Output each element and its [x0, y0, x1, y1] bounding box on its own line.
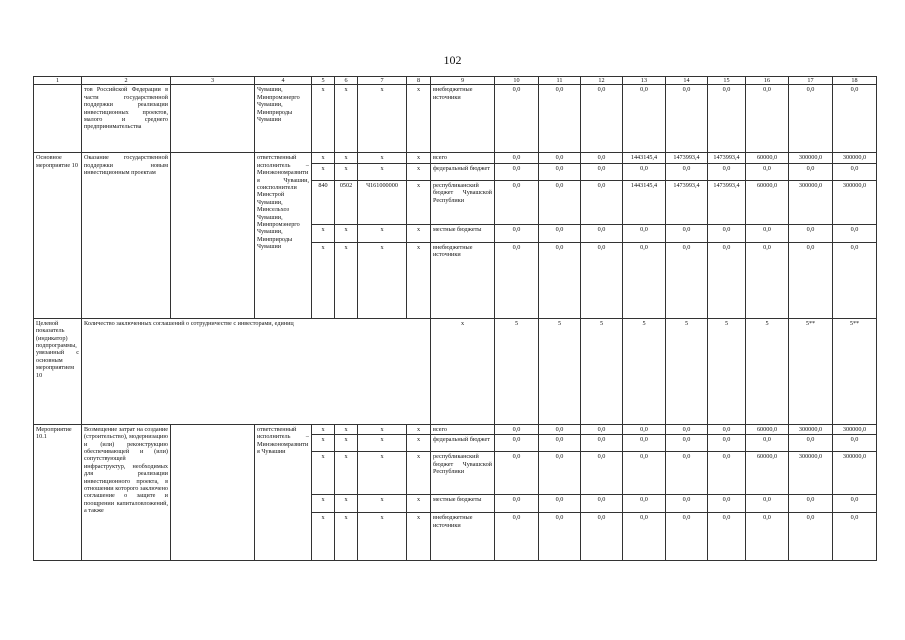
amount-cell: 0,0 — [581, 85, 623, 153]
amount-cell: 0,0 — [495, 153, 539, 163]
column-number-header: 18 — [833, 77, 877, 85]
column-number-header: 14 — [666, 77, 708, 85]
funding-source-cell: республиканский бюджет Чувашской Республики — [431, 180, 495, 224]
table-row — [34, 153, 877, 163]
amount-cell: 300000,0 — [833, 153, 877, 163]
amount-cell: 0,0 — [495, 435, 539, 452]
target-article-cell: Ч161000000 — [358, 180, 407, 224]
amount-cell: 0,0 — [666, 85, 708, 153]
grbs-code-cell: x — [312, 85, 335, 153]
amount-cell: 0,0 — [708, 513, 746, 561]
column-number-header: 10 — [495, 77, 539, 85]
grbs-code-cell: x — [312, 163, 335, 180]
amount-cell: 0,0 — [666, 513, 708, 561]
page-number: 102 — [443, 53, 462, 67]
funding-source-cell: внебюджетные источники — [431, 513, 495, 561]
amount-cell: 0,0 — [623, 513, 666, 561]
amount-cell: 0,0 — [539, 452, 581, 495]
amount-cell: 0,0 — [708, 163, 746, 180]
indicator-value-cell: 5 — [746, 318, 789, 424]
amount-cell: 0,0 — [539, 163, 581, 180]
amount-cell: 0,0 — [666, 495, 708, 513]
event-description-cell: Возмещение затрат на создание (строительство), модернизацию и (или) реконструкцию обеспечивающей и (или) сопутствующей инфраструктур, необходимых для реализации инвестиционного проекта, в отношении которого заключено соглашение о защите и поощрении капиталовложений, а также — [82, 424, 171, 560]
amount-cell: 0,0 — [746, 85, 789, 153]
amount-cell: 0,0 — [789, 242, 833, 318]
funding-source-cell: местные бюджеты — [431, 495, 495, 513]
event-name-cell: Основное мероприятие 10 — [34, 153, 82, 318]
amount-cell: 0,0 — [623, 495, 666, 513]
grbs-code-cell: x — [312, 513, 335, 561]
column-number-header: 13 — [623, 77, 666, 85]
funding-source-cell: внебюджетные источники — [431, 85, 495, 153]
section-code-cell: x — [335, 163, 358, 180]
amount-cell: 0,0 — [833, 242, 877, 318]
amount-cell: 0,0 — [746, 513, 789, 561]
amount-cell: 0,0 — [581, 424, 623, 434]
indicator-value-cell: 5 — [666, 318, 708, 424]
indicator-value-cell: 5 — [581, 318, 623, 424]
target-article-cell: x — [358, 435, 407, 452]
indicator-value-cell: 5** — [833, 318, 877, 424]
expense-group-cell: x — [407, 224, 431, 242]
column-number-row — [34, 77, 877, 85]
amount-cell: 0,0 — [623, 85, 666, 153]
event-name-cell — [34, 85, 82, 153]
amount-cell: 0,0 — [708, 224, 746, 242]
empty-cell — [171, 85, 255, 153]
amount-cell: 0,0 — [495, 163, 539, 180]
indicator-mark-cell: x — [431, 318, 495, 424]
amount-cell: 0,0 — [746, 163, 789, 180]
amount-cell: 0,0 — [789, 513, 833, 561]
column-number-header: 11 — [539, 77, 581, 85]
target-article-cell: x — [358, 242, 407, 318]
column-number-header: 17 — [789, 77, 833, 85]
amount-cell: 0,0 — [581, 163, 623, 180]
amount-cell: 0,0 — [789, 224, 833, 242]
event-description-cell: тов Российской Федерации в части государственной поддержки реализации инвестиционных проектов, малого и среднего предпринимательства — [82, 85, 171, 153]
grbs-code-cell: 840 — [312, 180, 335, 224]
amount-cell: 0,0 — [708, 452, 746, 495]
indicator-name-cell: Целевой показатель (индикатор) подпрограммы, увязанный с основным мероприятием 10 — [34, 318, 82, 424]
amount-cell: 0,0 — [581, 153, 623, 163]
amount-cell: 1473993,4 — [666, 180, 708, 224]
section-code-cell: x — [335, 513, 358, 561]
amount-cell: 60000,0 — [746, 153, 789, 163]
target-article-cell: x — [358, 424, 407, 434]
funding-source-cell: всего — [431, 424, 495, 434]
amount-cell: 0,0 — [789, 495, 833, 513]
amount-cell: 300000,0 — [833, 452, 877, 495]
amount-cell: 0,0 — [708, 85, 746, 153]
indicator-description-cell: Количество заключенных соглашений о сотрудничестве с инвесторами, единиц — [82, 318, 431, 424]
column-number-header: 4 — [255, 77, 312, 85]
amount-cell: 0,0 — [708, 435, 746, 452]
amount-cell: 0,0 — [708, 242, 746, 318]
amount-cell: 0,0 — [539, 424, 581, 434]
section-code-cell: x — [335, 435, 358, 452]
table-row — [34, 424, 877, 434]
grbs-code-cell: x — [312, 153, 335, 163]
amount-cell: 0,0 — [581, 224, 623, 242]
funding-source-cell: всего — [431, 153, 495, 163]
amount-cell: 0,0 — [833, 435, 877, 452]
indicator-value-cell: 5 — [708, 318, 746, 424]
funding-source-cell: республиканский бюджет Чувашской Республики — [431, 452, 495, 495]
target-article-cell: x — [358, 495, 407, 513]
amount-cell: 300000,0 — [789, 153, 833, 163]
amount-cell: 0,0 — [789, 435, 833, 452]
amount-cell: 0,0 — [833, 513, 877, 561]
funding-source-cell: местные бюджеты — [431, 224, 495, 242]
amount-cell: 0,0 — [539, 513, 581, 561]
amount-cell: 0,0 — [833, 495, 877, 513]
grbs-code-cell: x — [312, 495, 335, 513]
amount-cell: 0,0 — [789, 85, 833, 153]
amount-cell: 0,0 — [495, 495, 539, 513]
amount-cell: 0,0 — [539, 153, 581, 163]
amount-cell: 0,0 — [746, 435, 789, 452]
indicator-value-cell: 5 — [539, 318, 581, 424]
amount-cell: 0,0 — [539, 224, 581, 242]
column-number-header: 9 — [431, 77, 495, 85]
amount-cell: 0,0 — [833, 224, 877, 242]
amount-cell: 0,0 — [623, 452, 666, 495]
amount-cell: 0,0 — [746, 242, 789, 318]
column-number-header: 3 — [171, 77, 255, 85]
expense-group-cell: x — [407, 85, 431, 153]
amount-cell: 0,0 — [495, 242, 539, 318]
indicator-value-cell: 5 — [623, 318, 666, 424]
event-description-cell: Оказание государственной поддержки новым инвестиционным проектам — [82, 153, 171, 318]
amount-cell: 0,0 — [666, 452, 708, 495]
amount-cell: 0,0 — [666, 242, 708, 318]
executor-cell: ответственный исполнитель – Минэкономразвития Чувашии, соисполнители Минстрой Чувашии, Минсельхоз Чувашии, Минпромэнерго Чувашии, Минприроды Чувашии — [255, 153, 312, 318]
target-article-cell: x — [358, 513, 407, 561]
amount-cell: 300000,0 — [833, 424, 877, 434]
amount-cell: 0,0 — [539, 435, 581, 452]
expense-group-cell: x — [407, 242, 431, 318]
funding-source-cell: федеральный бюджет — [431, 163, 495, 180]
amount-cell: 0,0 — [666, 435, 708, 452]
column-number-header: 7 — [358, 77, 407, 85]
target-article-cell: x — [358, 153, 407, 163]
amount-cell: 0,0 — [666, 224, 708, 242]
amount-cell: 0,0 — [581, 242, 623, 318]
grbs-code-cell: x — [312, 224, 335, 242]
amount-cell: 0,0 — [539, 495, 581, 513]
amount-cell: 0,0 — [581, 513, 623, 561]
amount-cell: 0,0 — [746, 495, 789, 513]
target-article-cell: x — [358, 452, 407, 495]
amount-cell: 0,0 — [495, 513, 539, 561]
amount-cell: 1473993,4 — [708, 153, 746, 163]
expense-group-cell: x — [407, 435, 431, 452]
amount-cell: 0,0 — [666, 424, 708, 434]
section-code-cell: x — [335, 224, 358, 242]
amount-cell: 1473993,4 — [708, 180, 746, 224]
section-code-cell: 0502 — [335, 180, 358, 224]
amount-cell: 0,0 — [581, 452, 623, 495]
executor-cell: ответственный исполнитель – Минэкономразвития Чувашии — [255, 424, 312, 560]
funding-source-cell: федеральный бюджет — [431, 435, 495, 452]
amount-cell: 0,0 — [708, 495, 746, 513]
amount-cell: 0,0 — [539, 180, 581, 224]
amount-cell: 60000,0 — [746, 452, 789, 495]
section-code-cell: x — [335, 153, 358, 163]
amount-cell: 1473993,4 — [666, 153, 708, 163]
amount-cell: 60000,0 — [746, 424, 789, 434]
amount-cell: 1443145,4 — [623, 153, 666, 163]
section-code-cell: x — [335, 424, 358, 434]
amount-cell: 0,0 — [666, 163, 708, 180]
amount-cell: 0,0 — [495, 224, 539, 242]
amount-cell: 0,0 — [495, 85, 539, 153]
target-article-cell: x — [358, 85, 407, 153]
column-number-header: 6 — [335, 77, 358, 85]
section-code-cell: x — [335, 242, 358, 318]
expense-group-cell: x — [407, 153, 431, 163]
amount-cell: 0,0 — [623, 242, 666, 318]
amount-cell: 1443145,4 — [623, 180, 666, 224]
table-row — [34, 85, 877, 153]
event-name-cell: Мероприятие 10.1 — [34, 424, 82, 560]
indicator-value-cell: 5 — [495, 318, 539, 424]
section-code-cell: x — [335, 85, 358, 153]
column-number-header: 5 — [312, 77, 335, 85]
expense-group-cell: x — [407, 163, 431, 180]
column-number-header: 15 — [708, 77, 746, 85]
expense-group-cell: x — [407, 513, 431, 561]
expense-group-cell: x — [407, 452, 431, 495]
amount-cell: 0,0 — [623, 224, 666, 242]
program-financing-table — [33, 76, 877, 561]
empty-cell — [171, 153, 255, 318]
section-code-cell: x — [335, 452, 358, 495]
grbs-code-cell: x — [312, 424, 335, 434]
amount-cell: 300000,0 — [789, 424, 833, 434]
amount-cell: 0,0 — [495, 452, 539, 495]
funding-source-cell: внебюджетные источники — [431, 242, 495, 318]
amount-cell: 0,0 — [623, 435, 666, 452]
empty-cell — [171, 424, 255, 560]
amount-cell: 0,0 — [833, 85, 877, 153]
section-code-cell: x — [335, 495, 358, 513]
target-article-cell: x — [358, 163, 407, 180]
amount-cell: 0,0 — [581, 495, 623, 513]
column-number-header: 16 — [746, 77, 789, 85]
amount-cell: 300000,0 — [789, 180, 833, 224]
amount-cell: 0,0 — [539, 242, 581, 318]
amount-cell: 0,0 — [746, 224, 789, 242]
expense-group-cell: x — [407, 424, 431, 434]
amount-cell: 0,0 — [495, 180, 539, 224]
amount-cell: 60000,0 — [746, 180, 789, 224]
column-number-header: 12 — [581, 77, 623, 85]
executor-cell: Чувашии, Минпромэнерго Чувашии, Минприроды Чувашии — [255, 85, 312, 153]
amount-cell: 0,0 — [623, 163, 666, 180]
indicator-row — [34, 318, 877, 424]
amount-cell: 0,0 — [789, 163, 833, 180]
amount-cell: 300000,0 — [789, 452, 833, 495]
amount-cell: 0,0 — [623, 424, 666, 434]
grbs-code-cell: x — [312, 435, 335, 452]
amount-cell: 0,0 — [581, 180, 623, 224]
column-number-header: 8 — [407, 77, 431, 85]
amount-cell: 0,0 — [833, 163, 877, 180]
amount-cell: 0,0 — [495, 424, 539, 434]
grbs-code-cell: x — [312, 242, 335, 318]
amount-cell: 300000,0 — [833, 180, 877, 224]
amount-cell: 0,0 — [581, 435, 623, 452]
column-number-header: 2 — [82, 77, 171, 85]
amount-cell: 0,0 — [539, 85, 581, 153]
column-number-header: 1 — [34, 77, 82, 85]
grbs-code-cell: x — [312, 452, 335, 495]
indicator-value-cell: 5** — [789, 318, 833, 424]
target-article-cell: x — [358, 224, 407, 242]
amount-cell: 0,0 — [708, 424, 746, 434]
expense-group-cell: x — [407, 180, 431, 224]
expense-group-cell: x — [407, 495, 431, 513]
